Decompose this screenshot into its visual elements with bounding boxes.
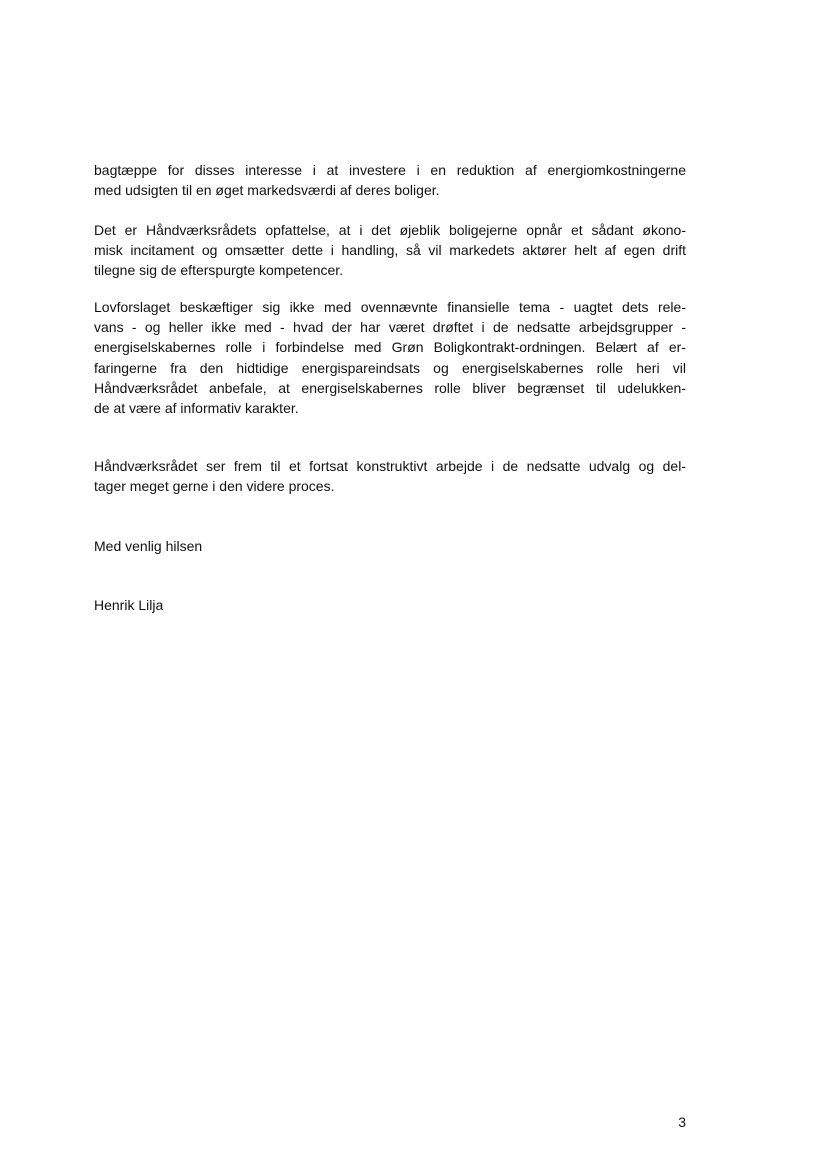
text-line: Håndværksrådet anbefale, at energiselskabernes rolle bliver begrænset til udelukken-	[94, 379, 686, 396]
text-line: de at være af informativ karakter.	[94, 400, 299, 417]
text-line: Lovforslaget beskæftiger sig ikke med ovennævnte finansielle tema - uagtet dets rele-	[94, 299, 686, 315]
text-line: energiselskabernes rolle i forbindelse med Grøn Boligkontrakt-ordningen. Belært af er-	[94, 339, 686, 356]
paragraph-market-value	[94, 160, 686, 200]
text-line: Håndværksrådet ser frem til et fortsat konstruktivt arbejde i de nedsatte udvalg og del-	[94, 458, 686, 474]
text-line: med udsigten til en øget markedsværdi af deres boliger.	[94, 182, 440, 199]
paragraph-economic-incentive	[94, 220, 686, 281]
closing-salutation: Med venlig hilsen	[94, 538, 203, 554]
paragraph-bill-scope	[94, 297, 686, 418]
text-line: Det er Håndværksrådets opfattelse, at i det øjeblik boligejerne opnår et sådant økono-	[94, 222, 686, 238]
text-line: faringerne fra den hidtidige energispareindsats og energiselskabernes rolle heri vil	[94, 359, 686, 376]
page-number: 3	[678, 1114, 686, 1130]
paragraph-future-work	[94, 456, 686, 496]
signer-name: Henrik Lilja	[94, 597, 164, 613]
text-line: tager meget gerne i den videre proces.	[94, 478, 335, 495]
text-line: vans - og heller ikke med - hvad der har været drøftet i de nedsatte arbejdsgrupper -	[94, 319, 686, 336]
text-line: misk incitament og omsætter dette i handling, så vil markedets aktører helt af egen drift	[94, 242, 686, 259]
text-line: tilegne sig de efterspurgte kompetencer.	[94, 262, 344, 279]
text-line: bagtæppe for disses interesse i at investere i en reduktion af energiomkostningerne	[94, 162, 686, 178]
